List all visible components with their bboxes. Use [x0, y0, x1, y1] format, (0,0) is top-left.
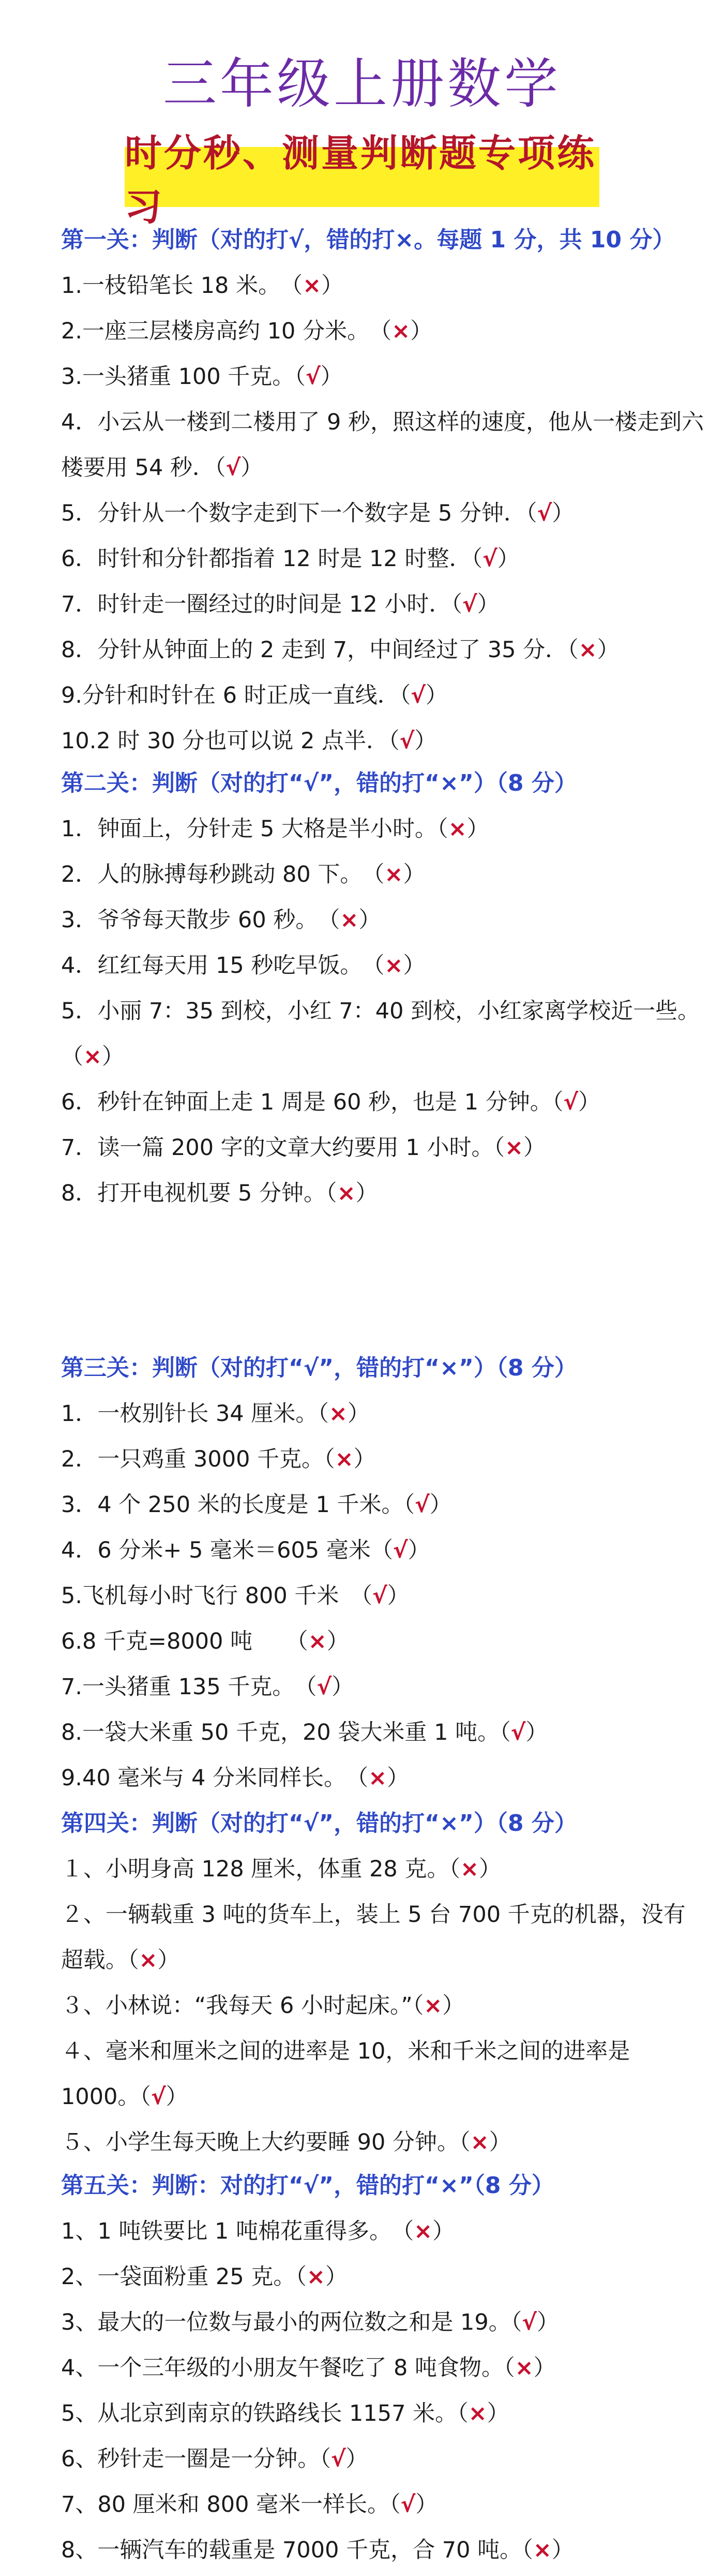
question-item: 3、最大的一位数与最小的两位数之和是 19。（√） — [61, 2309, 559, 2335]
question-item: 5．小丽 7：35 到校，小红 7：40 到校，小红家离学校近一些。（×） — [61, 998, 700, 1070]
section-heading: 第四关：判断（对的打“√”，错的打“×”）（8 分） — [61, 1810, 577, 1837]
section-4 — [61, 1801, 707, 2165]
answer-mark: √ — [482, 546, 497, 572]
answer-mark: √ — [330, 2446, 346, 2472]
question-item: 4、一个三年级的小朋友午餐吃了 8 吨食物。（×） — [61, 2355, 556, 2381]
question-item: ５、小学生每天晚上大约要睡 90 分钟。（×） — [61, 2129, 511, 2155]
question-item: 9.40 毫米与 4 分米同样长。 （×） — [61, 1765, 410, 1791]
question-item: 4．红红每天用 15 秒吃早饭。 （×） — [61, 953, 426, 979]
answer-mark: × — [340, 907, 359, 933]
answer-mark: √ — [393, 1537, 408, 1563]
answer-mark: × — [83, 1044, 102, 1070]
answer-mark: × — [533, 2537, 552, 2563]
section-heading: 第三关：判断（对的打“√”，错的打“×”）（8 分） — [61, 1355, 577, 1381]
question-item: 3．爷爷每天散步 60 秒。 （×） — [61, 907, 381, 933]
section-heading: 第五关：判断：对的打“√”，错的打“×”（8 分） — [61, 2172, 554, 2199]
answer-mark: × — [303, 273, 322, 299]
answer-mark: × — [308, 1628, 327, 1654]
answer-mark: √ — [411, 683, 426, 708]
question-item: 5、从北京到南京的铁路线长 1157 米。（×） — [61, 2401, 509, 2426]
answer-mark: × — [337, 1180, 356, 1206]
subtitle-banner — [125, 131, 599, 229]
page-subtitle: 时分秒、测量判断题专项练习 — [125, 131, 597, 229]
answer-mark: √ — [150, 2084, 166, 2110]
question-item: ２、一辆载重 3 吨的货车上，装上 5 台 700 千克的机器，没有超载。（×） — [61, 1902, 686, 1973]
answer-mark: × — [391, 318, 411, 344]
answer-mark: √ — [462, 591, 477, 617]
question-item: 7.一头猪重 135 千克。 （√） — [61, 1674, 354, 1700]
answer-mark: √ — [563, 1089, 578, 1115]
answer-mark: √ — [225, 455, 241, 481]
answer-mark: × — [515, 2355, 534, 2381]
answer-mark: × — [470, 2129, 489, 2155]
answer-mark: × — [468, 2401, 487, 2426]
question-item: 5.飞机每小时飞行 800 千米 （√） — [61, 1583, 410, 1609]
question-item: 6、秒针走一圈是一分钟。（√） — [61, 2446, 368, 2472]
answer-mark: × — [384, 862, 403, 887]
answer-mark: × — [460, 1856, 479, 1882]
question-item: 6．秒针在钟面上走 1 周是 60 秒，也是 1 分钟。（√） — [61, 1089, 600, 1115]
question-item: 2、一袋面粉重 25 克。（×） — [61, 2264, 348, 2290]
section-heading: 第二关：判断（对的打“√”，错的打“×”）（8 分） — [61, 770, 577, 796]
answer-mark: × — [328, 1401, 348, 1427]
question-item: 1．一枚别针长 34 厘米。（×） — [61, 1401, 370, 1427]
answer-mark: √ — [305, 364, 321, 390]
question-item: 1、1 吨铁要比 1 吨棉花重得多。 （×） — [61, 2218, 455, 2244]
section-1 — [61, 217, 707, 764]
answer-mark: × — [424, 1993, 443, 2019]
question-item: 1.一枝铅笔长 18 米。 （×） — [61, 273, 344, 299]
question-item: 8、一辆汽车的载重是 7000 千克，合 70 吨。（×） — [61, 2537, 574, 2563]
question-item: 7．时针走一圈经过的时间是 12 小时．（√） — [61, 591, 500, 617]
answer-mark: × — [578, 637, 597, 663]
answer-mark: √ — [372, 1583, 387, 1609]
question-item: ４、毫米和厘米之间的进率是 10，米和千米之间的进率是 1000。（√） — [61, 2038, 630, 2110]
question-item: 8．分针从钟面上的 2 走到 7，中间经过了 35 分．（×） — [61, 637, 620, 663]
question-item: 3．4 个 250 米的长度是 1 千米。（√） — [61, 1492, 452, 1518]
section-2 — [61, 761, 707, 1216]
answer-mark: × — [335, 1446, 354, 1472]
section-3 — [61, 1345, 707, 1801]
question-item: 4．6 分米+ 5 毫米＝605 毫米（√） — [61, 1537, 430, 1563]
question-item: 2．人的脉搏每秒跳动 80 下。 （×） — [61, 862, 426, 887]
question-item: 8．打开电视机要 5 分钟。（×） — [61, 1180, 378, 1206]
answer-mark: √ — [316, 1674, 332, 1700]
question-item: 6.8 千克=8000 吨 （×） — [61, 1628, 349, 1654]
question-item: 3.一头猪重 100 千克。（√） — [61, 364, 343, 390]
answer-mark: × — [384, 953, 403, 979]
question-item: 2.一座三层楼房高约 10 分米。 （×） — [61, 318, 433, 344]
question-item: １、小明身高 128 厘米，体重 28 克。（×） — [61, 1856, 501, 1882]
question-item: 4．小云从一楼到二楼用了 9 秒，照这样的速度，他从一楼走到六楼要用 54 秒．（√） — [61, 409, 704, 481]
answer-mark: × — [139, 1947, 158, 1973]
section-heading: 第一关：判断（对的打√，错的打×。每题 1 分，共 10 分） — [61, 227, 675, 253]
answer-mark: × — [306, 2264, 325, 2290]
question-item: 10.2 时 30 分也可以说 2 点半．（√） — [61, 728, 437, 754]
answer-mark: × — [504, 1135, 523, 1161]
question-item: 8.一袋大米重 50 千克，20 袋大米重 1 吨。（√） — [61, 1720, 548, 1745]
question-item: 7、80 厘米和 800 毫米一样长。（√） — [61, 2492, 438, 2518]
question-item: 7．读一篇 200 字的文章大约要用 1 小时。（×） — [61, 1135, 546, 1161]
question-item: 2．一只鸡重 3000 千克。（×） — [61, 1446, 376, 1472]
question-item: 9.分针和时针在 6 时正成一直线．（√） — [61, 683, 448, 708]
answer-mark: √ — [400, 2492, 416, 2518]
answer-mark: × — [448, 816, 467, 842]
question-item: 5．分针从一个数字走到下一个数字是 5 分钟．（√） — [61, 500, 575, 526]
answer-mark: √ — [415, 1492, 430, 1518]
answer-mark: √ — [399, 728, 415, 754]
section-5 — [61, 2163, 707, 2573]
question-item: 1．钟面上，分针走 5 大格是半小时。（×） — [61, 816, 489, 842]
answer-mark: √ — [510, 1720, 526, 1745]
answer-mark: × — [368, 1765, 387, 1791]
answer-mark: × — [414, 2218, 433, 2244]
question-item: ３、小林说：“我每天 6 小时起床。”（×） — [61, 1993, 465, 2019]
page-title: 三年级上册数学 — [162, 52, 561, 115]
question-item: 6．时针和分针都指着 12 时是 12 时整．（√） — [61, 546, 520, 572]
answer-mark: √ — [537, 500, 552, 526]
answer-mark: √ — [522, 2309, 537, 2335]
